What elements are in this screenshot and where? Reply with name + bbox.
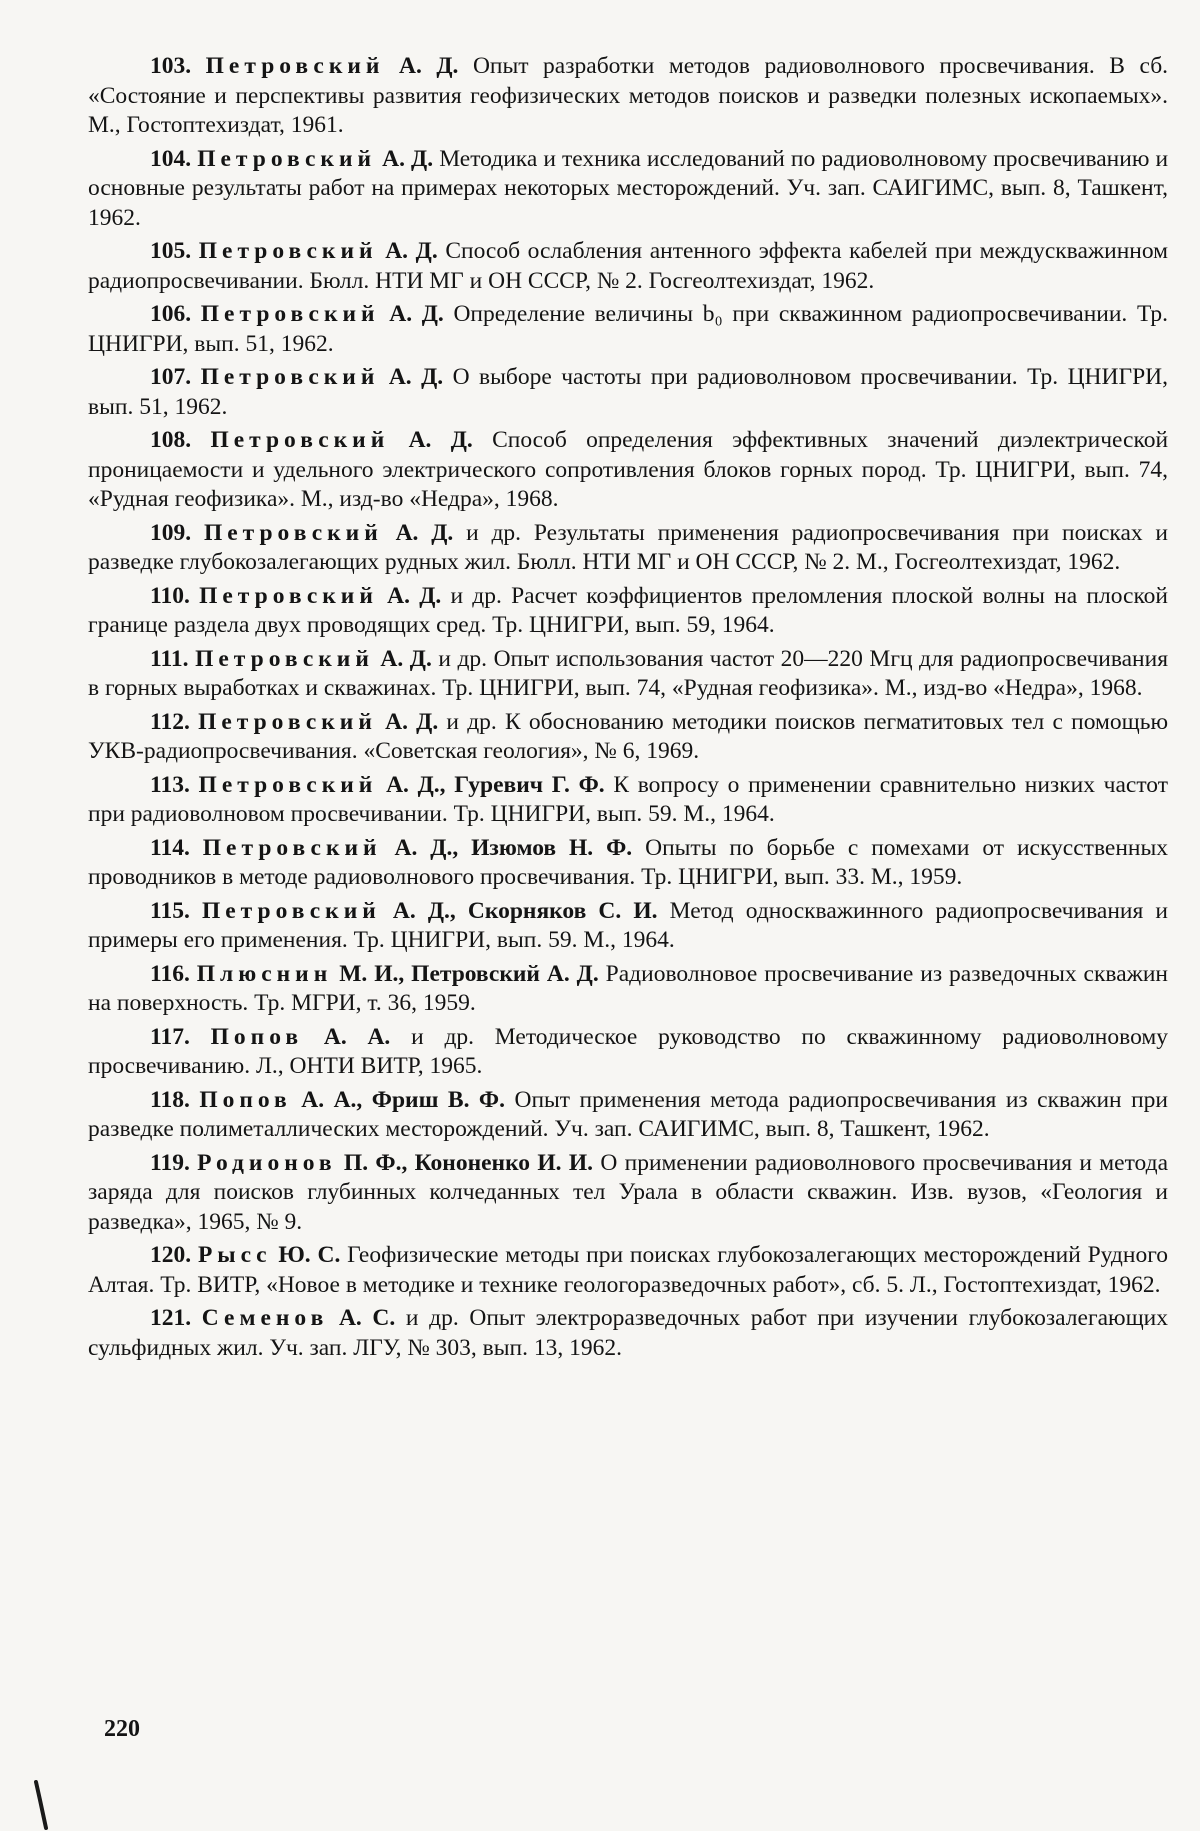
entry-text: и др. Расчет коэффициентов преломления плоской волны на плоской границе раздела двух проводящих сред. Тр. ЦНИГРИ, вып. 59, 1964. bbox=[88, 582, 1169, 638]
bibliography-entry-109 bbox=[88, 519, 1168, 578]
entry-author: Петровский bbox=[210, 427, 390, 453]
bibliography-entry-112 bbox=[88, 708, 1168, 767]
entry-text: и др. Результаты применения радиопросвечивания при поисках и разведке глубокозалегающих рудных жил. Бюлл. НТИ МГ и ОН СССР, № 2. М., Госгеолтехиздат, 1962. bbox=[88, 519, 1169, 575]
bibliography-entry-115 bbox=[88, 897, 1168, 956]
entry-initials: А. Д. bbox=[385, 708, 439, 735]
entry-text: Опыт разработки методов радиоволнового просвечивания. В сб. «Состояние и перспективы развития геофизических методов поисков и разведки полезных ископаемых». М., Гостоптехиздат, 1961. bbox=[88, 53, 1169, 138]
entry-author: Петровский bbox=[198, 708, 377, 735]
entry-text: Метод односкважинного радиопросвечивания и примеры его применения. Тр. ЦНИГРИ, вып. 59. М., 1964. bbox=[88, 897, 1169, 953]
entry-author: Попов bbox=[199, 1086, 292, 1113]
entry-author: Плюснин bbox=[196, 960, 333, 987]
entry-author: Петровский bbox=[199, 582, 378, 609]
entry-number: 104. bbox=[150, 145, 192, 172]
entry-number: 108. bbox=[150, 427, 192, 453]
bibliography-entry-121 bbox=[88, 1304, 1168, 1363]
entry-author: Петровский bbox=[198, 771, 378, 798]
entry-number: 119. bbox=[150, 1149, 190, 1176]
entry-text: и др. Опыт электроразведочных работ при изучении глубокозалегающих сульфидных жил. Уч. зап. ЛГУ, № 303, вып. 13, 1962. bbox=[88, 1305, 1168, 1361]
entry-initials: А. Д. bbox=[382, 145, 434, 172]
entry-text: Методика и техника исследований по радиоволновому просвечиванию и основные результаты работ на примерах некоторых месторождений. Уч. зап. САИГИМС, вып. 8, Ташкент, 1962. bbox=[88, 145, 1169, 231]
entry-text: Способ ослабления антенного эффекта кабелей при междускважинном радиопросвечивании. Бюлл. НТИ МГ и ОН СССР, № 2. Госгеолтехиздат, 1962. bbox=[88, 238, 1169, 294]
entry-author: Семенов bbox=[201, 1305, 329, 1331]
bibliography-entry-111 bbox=[88, 645, 1168, 704]
entry-number: 116. bbox=[150, 960, 190, 987]
entry-number: 112. bbox=[150, 708, 190, 735]
entry-initials: А. Д. bbox=[380, 645, 432, 672]
entry-text: и др. Опыт использования частот 20—220 Мгц для радиопросвечивания в горных выработках и скважинах. Тр. ЦНИГРИ, вып. 74, «Рудная геофизика». М., изд-во «Недра», 1968. bbox=[88, 645, 1169, 701]
entry-text: Опыты по борьбе с помехами от искусственных проводников в методе радиоволнового просвечивания. Тр. ЦНИГРИ, вып. 33. М., 1959. bbox=[88, 834, 1169, 890]
entry-number: 105. bbox=[150, 238, 192, 264]
entry-author: Петровский bbox=[200, 364, 380, 390]
bibliography-page bbox=[88, 52, 1168, 1367]
entry-initials: А. Д. bbox=[387, 582, 442, 609]
page-number: 220 bbox=[104, 1716, 140, 1742]
entry-initials: П. Ф., Кононенко И. И. bbox=[343, 1149, 594, 1176]
entry-author: Петровский bbox=[202, 834, 382, 861]
bibliography-entry-119 bbox=[88, 1149, 1168, 1238]
bibliography-entry-120 bbox=[88, 1241, 1168, 1300]
entry-initials: А. С. bbox=[338, 1305, 396, 1331]
entry-text: Геофизические методы при поисках глубокозалегающих месторождений Рудного Алтая. Тр. ВИТР, «Новое в методике и технике геологоразведочных работ», сб. 5. Л., Гостоптехиздат, 1962. bbox=[88, 1242, 1169, 1298]
entry-initials: А. А. bbox=[323, 1023, 391, 1050]
entry-text: О применении радиоволнового просвечивания и метода заряда для поисков глубинных колчеданных тел Урала в области скважин. Изв. вузов, «Геология и разведка», 1965, № 9. bbox=[88, 1149, 1169, 1235]
entry-text: Способ определения эффективных значений диэлектрической проницаемости и удельного электрического сопротивления блоков горных пород. Тр. ЦНИГРИ, вып. 74, «Рудная геофизика». М., изд-во «Недра», 1968. bbox=[88, 427, 1169, 512]
bibliography-entry-118 bbox=[88, 1086, 1168, 1145]
entry-text: и др. Методическое руководство по скважинному радиоволновому просвечиванию. Л., ОНТИ ВИТР, 1965. bbox=[88, 1023, 1168, 1079]
entry-number: 107. bbox=[150, 364, 192, 390]
entry-author: Петровский bbox=[205, 53, 385, 79]
entry-initials: А. Д. bbox=[389, 301, 444, 327]
entry-number: 121. bbox=[150, 1305, 192, 1331]
bibliography-entry-106 bbox=[88, 300, 1168, 359]
entry-number: 114. bbox=[150, 834, 190, 861]
entry-number: 109. bbox=[150, 519, 192, 546]
entry-author: Петровский bbox=[203, 519, 383, 546]
entry-number: 120. bbox=[150, 1242, 192, 1268]
entry-text: О выборе частоты при радиоволновом просвечивании. Тр. ЦНИГРИ, вып. 51, 1962. bbox=[88, 364, 1169, 420]
entry-author: Петровский bbox=[197, 145, 377, 172]
entry-text: Опыт применения метода радиопросвечивания из скважин при разведке полиметаллических месторождений. Уч. зап. САИГИМС, вып. 8, Ташкент, 1962. bbox=[88, 1086, 1168, 1142]
entry-initials: А. Д. bbox=[385, 238, 438, 264]
entry-number: 103. bbox=[150, 53, 192, 79]
entry-initials: А. Д. bbox=[399, 53, 459, 79]
entry-author: Попов bbox=[210, 1023, 304, 1050]
entry-number: 106. bbox=[150, 301, 192, 327]
entry-initials: А. Д., Скорняков С. И. bbox=[392, 897, 658, 924]
entry-initials: А. Д. bbox=[408, 427, 473, 453]
bibliography-entry-105 bbox=[88, 237, 1168, 296]
bibliography-entry-107 bbox=[88, 363, 1168, 422]
entry-text: Определение величины b₀ при скважинном радиопросвечивании. Тр. ЦНИГРИ, вып. 51, 1962. bbox=[88, 301, 1169, 357]
entry-text: К вопросу о применении сравнительно низких частот при радиоволновом просвечивании. Тр. ЦНИГРИ, вып. 59. М., 1964. bbox=[88, 771, 1168, 827]
entry-number: 117. bbox=[150, 1023, 190, 1050]
entry-initials: А. Д., Гуревич Г. Ф. bbox=[386, 771, 605, 798]
entry-author: Петровский bbox=[195, 645, 374, 672]
entry-number: 118. bbox=[150, 1086, 190, 1113]
entry-author: Родионов bbox=[197, 1149, 337, 1176]
entry-author: Петровский bbox=[200, 301, 380, 327]
bibliography-entry-116 bbox=[88, 960, 1168, 1019]
entry-number: 111. bbox=[150, 645, 189, 672]
bibliography-entry-108 bbox=[88, 426, 1168, 515]
entry-number: 110. bbox=[150, 582, 190, 609]
entry-number: 113. bbox=[150, 771, 190, 798]
entry-text: и др. К обоснованию методики поисков пегматитовых тел с помощью УКВ-радиопросвечивания. «Советская геология», № 6, 1969. bbox=[88, 708, 1168, 764]
entry-author: Петровский bbox=[201, 897, 381, 924]
entry-author: Петровский bbox=[198, 238, 378, 264]
entry-initials: А. Д. bbox=[395, 519, 454, 546]
entry-number: 115. bbox=[150, 897, 190, 924]
entry-initials: А. Д., Изюмов Н. Ф. bbox=[394, 834, 633, 861]
entry-initials: М. И., Петровский А. Д. bbox=[339, 960, 599, 987]
entry-initials: Ю. С. bbox=[278, 1242, 341, 1268]
scan-artifact-mark bbox=[34, 1780, 48, 1830]
bibliography-entry-117 bbox=[88, 1023, 1168, 1082]
bibliography-entry-110 bbox=[88, 582, 1168, 641]
entry-text: Радиоволновое просвечивание из разведочных скважин на поверхность. Тр. МГРИ, т. 36, 1959. bbox=[88, 960, 1169, 1016]
entry-initials: А. Д. bbox=[388, 364, 444, 390]
bibliography-entry-103 bbox=[88, 52, 1168, 141]
entry-author: Рысс bbox=[197, 1242, 272, 1268]
bibliography-entry-113 bbox=[88, 771, 1168, 830]
bibliography-entry-114 bbox=[88, 834, 1168, 893]
bibliography-entry-104 bbox=[88, 145, 1168, 234]
entry-initials: А. А., Фриш В. Ф. bbox=[301, 1086, 505, 1113]
